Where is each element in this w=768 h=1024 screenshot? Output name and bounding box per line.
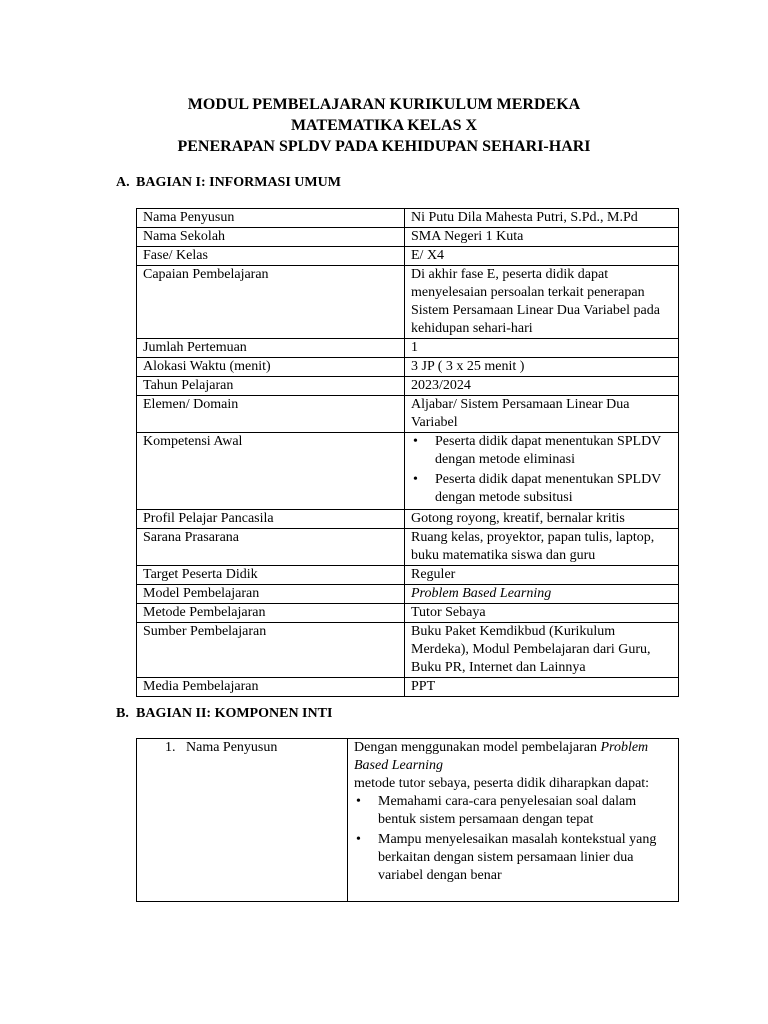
core-item-description: [348, 739, 679, 902]
objective-list: [354, 793, 672, 885]
row-value: Gotong royong, kreatif, bernalar kritis: [405, 510, 679, 529]
table-row: [137, 247, 679, 266]
document-title: [0, 94, 768, 157]
core-item-number: 1.: [165, 740, 176, 755]
row-value: Ruang kelas, proyektor, papan tulis, laptop, buku matematika siswa dan guru: [405, 529, 679, 566]
core-intro-model: Problem Based Learning: [354, 740, 649, 773]
row-value: 3 JP ( 3 x 25 menit ): [405, 358, 679, 377]
row-value: Aljabar/ Sistem Persamaan Linear Dua Variabel: [405, 396, 679, 433]
table-row: [137, 377, 679, 396]
row-value: Buku Paket Kemdikbud (Kurikulum Merdeka), Modul Pembelajaran dari Guru, Buku PR, Internet dan Lainnya: [405, 623, 679, 678]
row-value: Tutor Sebaya: [405, 604, 679, 623]
row-value: SMA Negeri 1 Kuta: [405, 228, 679, 247]
row-label: Alokasi Waktu (menit): [137, 358, 405, 377]
core-intro-line-2: metode tutor sebaya, peserta didik diharapkan dapat:: [354, 776, 650, 791]
row-value: [405, 433, 679, 510]
table-row: [137, 604, 679, 623]
row-label: Target Peserta Didik: [137, 566, 405, 585]
row-value: Ni Putu Dila Mahesta Putri, S.Pd., M.Pd: [405, 209, 679, 228]
row-label: Jumlah Pertemuan: [137, 339, 405, 358]
table-row: [137, 678, 679, 697]
row-value: E/ X4: [405, 247, 679, 266]
core-component-table: [136, 738, 679, 902]
core-intro-text: Dengan menggunakan model pembelajaran: [354, 740, 601, 755]
title-line-2: MATEMATIKA KELAS X: [290, 117, 478, 134]
row-label: Sumber Pembelajaran: [137, 623, 405, 678]
row-value: 2023/2024: [405, 377, 679, 396]
section-b-heading: [116, 705, 332, 723]
row-value: Di akhir fase E, peserta didik dapat menyelesaian persoalan terkait penerapan Sistem Persamaan Linear Dua Variabel pada kehidupan sehari-hari: [405, 266, 679, 339]
list-item: • Mampu menyelesaikan masalah kontekstual yang berkaitan dengan sistem persamaan linier dua variabel dengan benar: [378, 831, 672, 885]
table-row: [137, 529, 679, 566]
row-label: Profil Pelajar Pancasila: [137, 510, 405, 529]
competency-list: [411, 433, 672, 507]
table-row: [137, 266, 679, 339]
row-label: Nama Sekolah: [137, 228, 405, 247]
row-label: Capaian Pembelajaran: [137, 266, 405, 339]
row-label: Elemen/ Domain: [137, 396, 405, 433]
core-item-label: Nama Penyusun: [186, 740, 278, 755]
table-row: [137, 209, 679, 228]
row-label: Metode Pembelajaran: [137, 604, 405, 623]
row-label: Fase/ Kelas: [137, 247, 405, 266]
table-row: [137, 358, 679, 377]
list-item: • Memahami cara-cara penyelesaian soal dalam bentuk sistem persamaan dengan tepat: [378, 793, 672, 829]
title-line-1: MODUL PEMBELAJARAN KURIKULUM MERDEKA: [187, 96, 581, 113]
section-a-heading: [116, 174, 341, 192]
section-b-letter: B.: [116, 706, 129, 721]
row-value: PPT: [405, 678, 679, 697]
section-a-label: BAGIAN I: INFORMASI UMUM: [136, 175, 341, 190]
row-label: Tahun Pelajaran: [137, 377, 405, 396]
row-label: Sarana Prasarana: [137, 529, 405, 566]
row-value: Reguler: [405, 566, 679, 585]
title-line-3: PENERAPAN SPLDV PADA KEHIDUPAN SEHARI-HARI: [177, 138, 591, 155]
row-label: Model Pembelajaran: [137, 585, 405, 604]
table-row: [137, 585, 679, 604]
table-row: [137, 566, 679, 585]
row-value: Problem Based Learning: [405, 585, 679, 604]
table-row: [137, 623, 679, 678]
table-row: [137, 433, 679, 510]
section-a-letter: A.: [116, 175, 130, 190]
row-label: Kompetensi Awal: [137, 433, 405, 510]
section-b-label: BAGIAN II: KOMPONEN INTI: [136, 706, 333, 721]
table-row: [137, 339, 679, 358]
table-row: [137, 228, 679, 247]
table-row: [137, 739, 679, 902]
list-item: • Peserta didik dapat menentukan SPLDV dengan metode eliminasi: [435, 433, 672, 469]
row-label: Nama Penyusun: [137, 209, 405, 228]
core-item-label-cell: [137, 739, 348, 902]
general-info-table: [136, 208, 679, 697]
row-value: 1: [405, 339, 679, 358]
table-row: [137, 510, 679, 529]
row-label: Media Pembelajaran: [137, 678, 405, 697]
list-item: • Peserta didik dapat menentukan SPLDV dengan metode subsitusi: [435, 471, 672, 507]
table-row: [137, 396, 679, 433]
